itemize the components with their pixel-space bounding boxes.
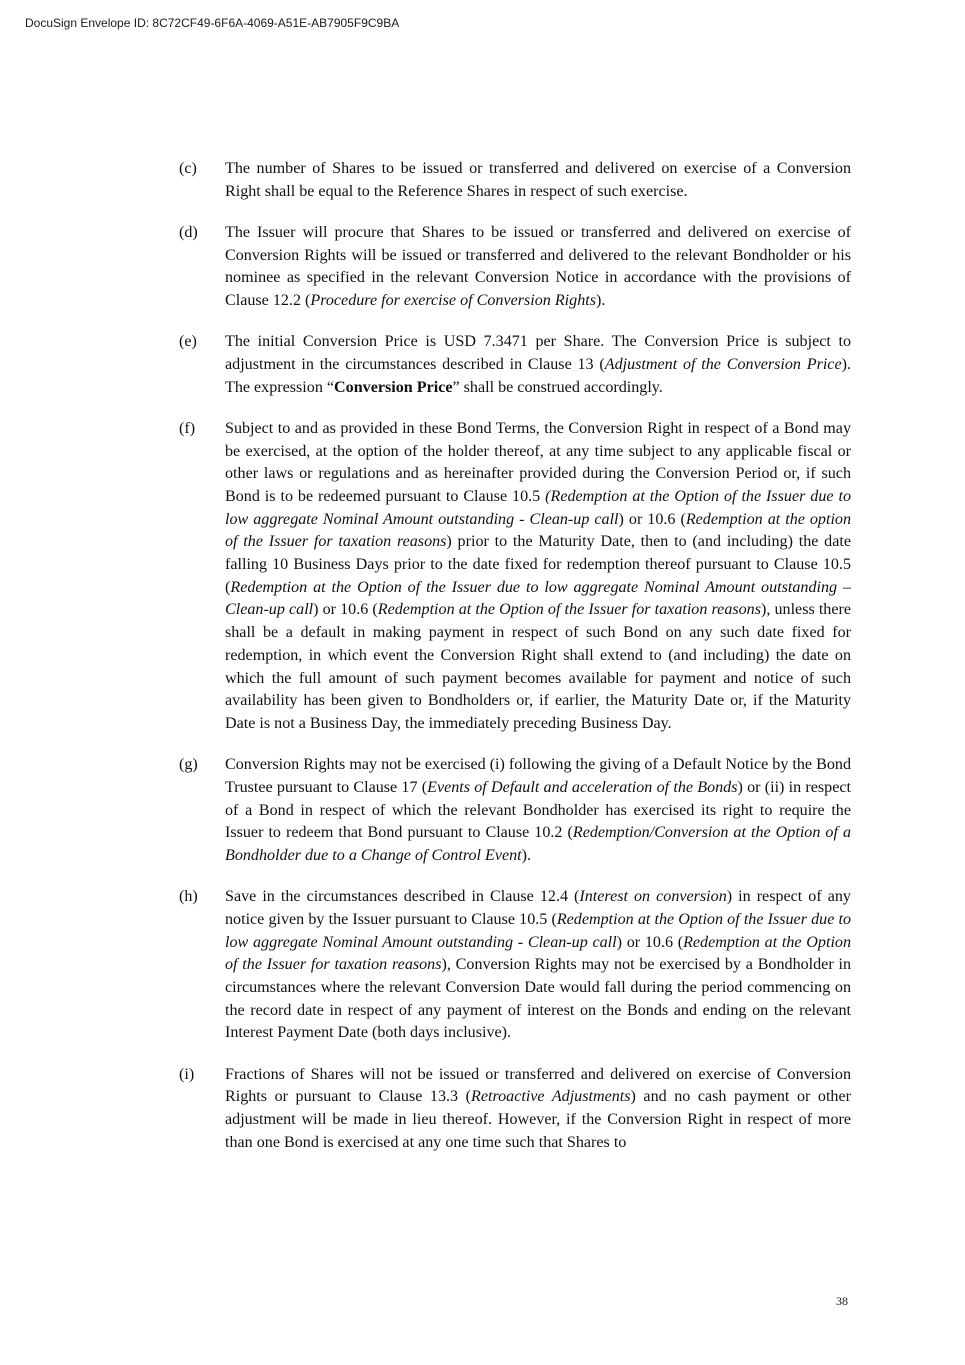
clause-label: (d)	[179, 223, 198, 241]
clause-text	[225, 158, 851, 203]
clause-text-segment: ).	[595, 292, 606, 310]
clause-item	[179, 331, 851, 399]
docusign-envelope-id: DocuSign Envelope ID: 8C72CF49-6F6A-4069-A51E-AB7905F9C9BA	[25, 16, 400, 30]
clause-text-segment: ) or 10.6 (	[618, 510, 686, 528]
clause-text	[225, 418, 851, 736]
clause-reference-title: Redemption at the Option of the Issuer due to low aggregate Nominal Amount outstanding - Clean-up call	[225, 910, 851, 951]
defined-term: Conversion Price	[334, 378, 453, 396]
clause-text	[225, 331, 851, 399]
clause-reference-title: Redemption/Conversion at the Option of a Bondholder due to a Change of Control Event	[225, 824, 852, 864]
clause-text-segment: Conversion Rights may not be exercised (i) following the giving of a Default Notice by the Bond Trustee pursuant to Clause 17 (	[225, 756, 851, 796]
clause-item	[179, 886, 851, 1045]
clause-reference-title: Redemption at the Option of the Issuer for taxation reasons	[225, 933, 852, 974]
clause-text-segment: The Issuer will procure that Shares to be issued or transferred and delivered on exercise of Conversion Rights will be issued or transferred and delivered to the relevant Bondholder or his nominee as specified in the relevant Conversion Notice in accordance with the provisions of Clause 12.2 (	[225, 223, 851, 310]
clause-item	[179, 158, 851, 203]
clause-reference-title: Redemption at the option of the Issuer for taxation reasons	[225, 510, 852, 551]
clause-text	[225, 222, 851, 313]
clause-item	[179, 418, 851, 736]
clause-label: (e)	[179, 333, 197, 351]
clause-text	[225, 1064, 851, 1155]
clause-reference-title: Redemption at the Option of the Issuer for taxation reasons	[377, 601, 761, 619]
clause-text-segment: ) or (ii) in respect of a Bond in respect of which the relevant Bondholder has exercised its right to require the Issuer to redeem that Bond pursuant to Clause 10.2 (	[225, 778, 851, 842]
clause-text-segment: ) or 10.6 (	[313, 601, 378, 619]
clause-reference-title: (Redemption at the Option of the Issuer due to low aggregate Nominal Amount outstanding - Clean-up call	[225, 487, 851, 528]
clause-item	[179, 1064, 851, 1155]
clause-label: (i)	[179, 1065, 195, 1083]
clause-reference-title: Procedure for exercise of Conversion Rights	[310, 292, 596, 310]
clause-reference-title: Retroactive Adjustments	[471, 1088, 631, 1106]
clause-text-segment: Save in the circumstances described in Clause 12.4 (	[225, 888, 580, 906]
clause-reference-title: Interest on conversion	[579, 888, 727, 906]
clause-text-segment: ).	[521, 846, 532, 864]
clause-reference-title: Adjustment of the Conversion Price	[604, 355, 842, 373]
clause-text-segment: ” shall be construed accordingly.	[452, 378, 663, 396]
clause-text-segment: ) or 10.6 (	[616, 933, 684, 951]
clause-list	[179, 158, 851, 1173]
clause-text-segment: The initial Conversion Price is USD 7.3471 per Share. The Conversion Price is subject to adjustment in the circumstances described in Clause 13 (	[225, 333, 851, 373]
clause-text-segment: ), unless there shall be a default in making payment in respect of such Bond on any such date fixed for redemption, in which event the Conversion Right shall extend to (and including) the date on which the full amount of such payment becomes available for payment and notice of such availability has been given to Bondholders or, if earlier, the Maturity Date or, if the Maturity Date is not a Business Day, the immediately preceding Business Day.	[225, 601, 851, 732]
clause-text	[225, 754, 851, 868]
page-number: 38	[836, 1294, 848, 1308]
clause-reference-title: Events of Default and acceleration of the Bonds	[427, 778, 738, 796]
clause-label: (h)	[179, 888, 198, 906]
clause-label: (g)	[179, 756, 198, 774]
clause-text-segment: Subject to and as provided in these Bond Terms, the Conversion Right in respect of a Bond may be exercised, at the option of the holder thereof, at any time subject to any applicable fiscal or other laws or regulations and as hereinafter provided during the Conversion Period or, if such Bond is to be redeemed pursuant to Clause 10.5	[225, 419, 851, 505]
clause-text-segment: Fractions of Shares will not be issued or transferred and delivered on exercise of Conversion Rights or pursuant to Clause 13.3 (	[225, 1065, 851, 1106]
clause-text-segment: ) in respect of any notice given by the Issuer pursuant to Clause 10.5 (	[225, 888, 851, 928]
clause-item	[179, 754, 851, 868]
clause-label: (c)	[179, 160, 197, 177]
clause-text-segment: ). The expression “	[225, 355, 851, 396]
clause-text-segment: ), Conversion Rights may not be exercised by a Bondholder in circumstances where the relevant Conversion Date would fall during the period commencing on the record date in respect of any payment of interest on the Bonds and ending on the relevant Interest Payment Date (both days inclusive).	[225, 956, 851, 1042]
clause-label: (f)	[179, 419, 196, 437]
clause-text-segment: ) and no cash payment or other adjustment will be made in lieu thereof. However, if the Conversion Right in respect of more than one Bond is exercised at any one time such that Shares to	[225, 1088, 851, 1151]
clause-text	[225, 886, 851, 1045]
clause-text-segment: ) prior to the Maturity Date, then to (and including) the date falling 10 Business Days prior to the date fixed for redemption thereof pursuant to Clause 10.5 (	[225, 533, 851, 596]
clause-reference-title: Redemption at the Option of the Issuer due to low aggregate Nominal Amount outstanding – Clean-up call	[225, 578, 851, 619]
clause-text-segment: The number of Shares to be issued or transferred and delivered on exercise of a Conversion Right shall be equal to the Reference Shares in respect of such exercise.	[225, 160, 851, 200]
clause-item	[179, 222, 851, 313]
